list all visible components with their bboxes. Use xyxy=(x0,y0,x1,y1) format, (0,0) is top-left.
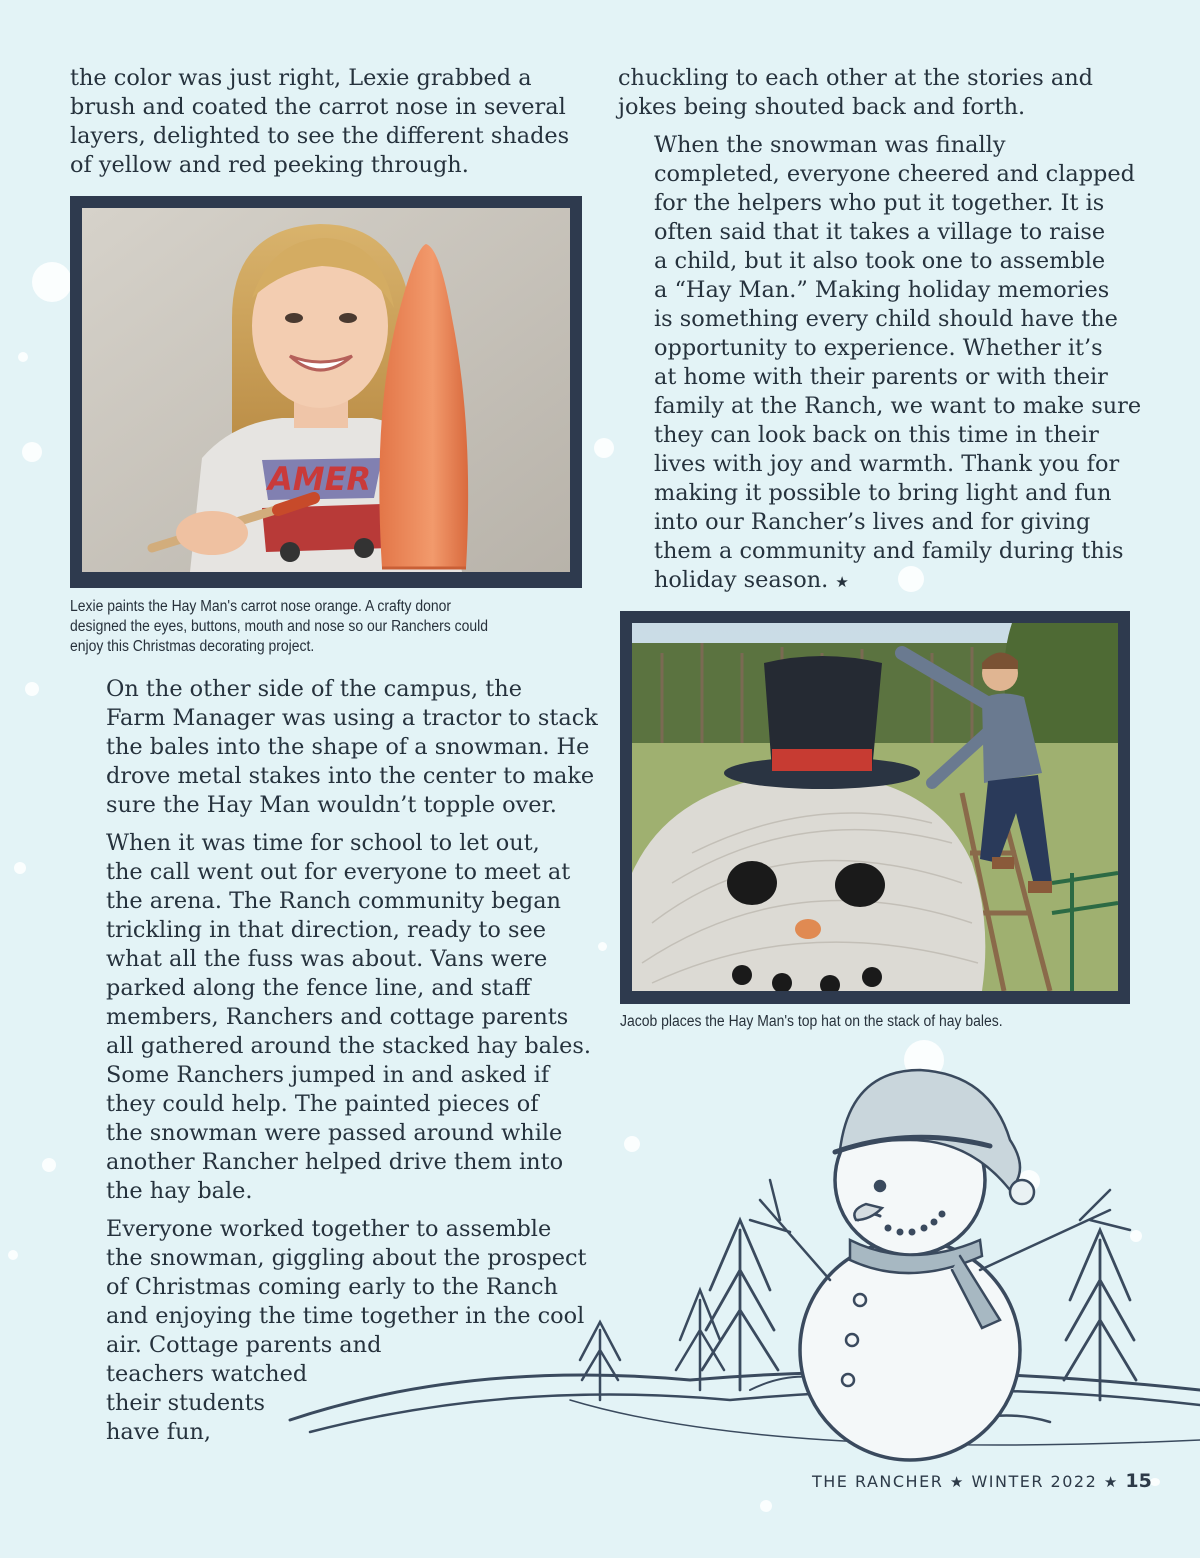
page-footer xyxy=(812,1470,1152,1492)
left-column xyxy=(70,64,590,189)
photo2-caption: Jacob places the Hay Man's top hat on the stack of hay bales. xyxy=(620,1013,1003,1030)
end-mark-star-icon: ★ xyxy=(835,573,849,591)
right-column xyxy=(618,64,1142,606)
right-paragraph-2: When the snowman was finally completed, everyone cheered and clapped for the helpers who put it together. It is often said that it takes a village to raise a child, but it also took one to assemble a “Hay Man.” Making holiday memories is something every child should have the opportunity to experience. Whether it’s at home with their parents or with their family at the Ranch, we want to make sure they can look back on this time in their lives with joy and warmth. Thank you for making it possible to bring light and fun into our Rancher’s lives and for giving them a community and family during this holiday season. ★ xyxy=(654,132,1142,593)
photo-lexie-painting xyxy=(70,196,582,588)
photo-jacob-top-hat xyxy=(620,611,1130,1004)
photo-jacob-image xyxy=(632,623,1118,991)
publication-name: THE RANCHER xyxy=(812,1472,944,1491)
footer-star-icon: ★ xyxy=(949,1473,965,1491)
page-number: 15 xyxy=(1125,1470,1152,1492)
snowman-sketch-illustration xyxy=(270,1060,1200,1480)
left-paragraph-1: the color was just right, Lexie grabbed a brush and coated the carrot nose in several layers, delighted to see the different shades of yellow and red peeking through. xyxy=(70,65,570,178)
right-paragraph-1: chuckling to each other at the stories and jokes being shouted back and forth. xyxy=(618,65,1093,120)
left-paragraph-4: Everyone worked together to assemble the snowman, giggling about the prospect of Christmas coming early to the Ranch and enjoying the time together in the cool air. Cottage parents and teachers watched their students have fun, xyxy=(106,1216,587,1445)
issue-label: WINTER 2022 xyxy=(971,1472,1098,1491)
footer-star-icon-2: ★ xyxy=(1103,1473,1119,1491)
shirt-graphic-text: AMER xyxy=(268,460,372,498)
left-paragraph-3: When it was time for school to let out, the call went out for everyone to meet at the arena. The Ranch community began trickling in that direction, ready to see what all the fuss was about. Vans were parked along the fence line, and staff members, Ranchers and cottage parents all gathered around the stacked hay bales. Some Ranchers jumped in and asked if they could help. The painted pieces of the snowman were passed around while another Rancher helped drive them into the hay bale. xyxy=(106,830,592,1204)
photo1-caption: Lexie paints the Hay Man's carrot nose orange. A crafty donor designed the eyes, buttons, mouth and nose so our Ranchers could enjoy this Christmas decorating project. xyxy=(70,598,489,655)
photo-lexie-image xyxy=(82,208,570,572)
left-paragraph-2: On the other side of the campus, the Farm Manager was using a tractor to stack the bales into the shape of a snowman. He drove metal stakes into the center to make sure the Hay Man wouldn’t topple over. xyxy=(106,676,598,818)
